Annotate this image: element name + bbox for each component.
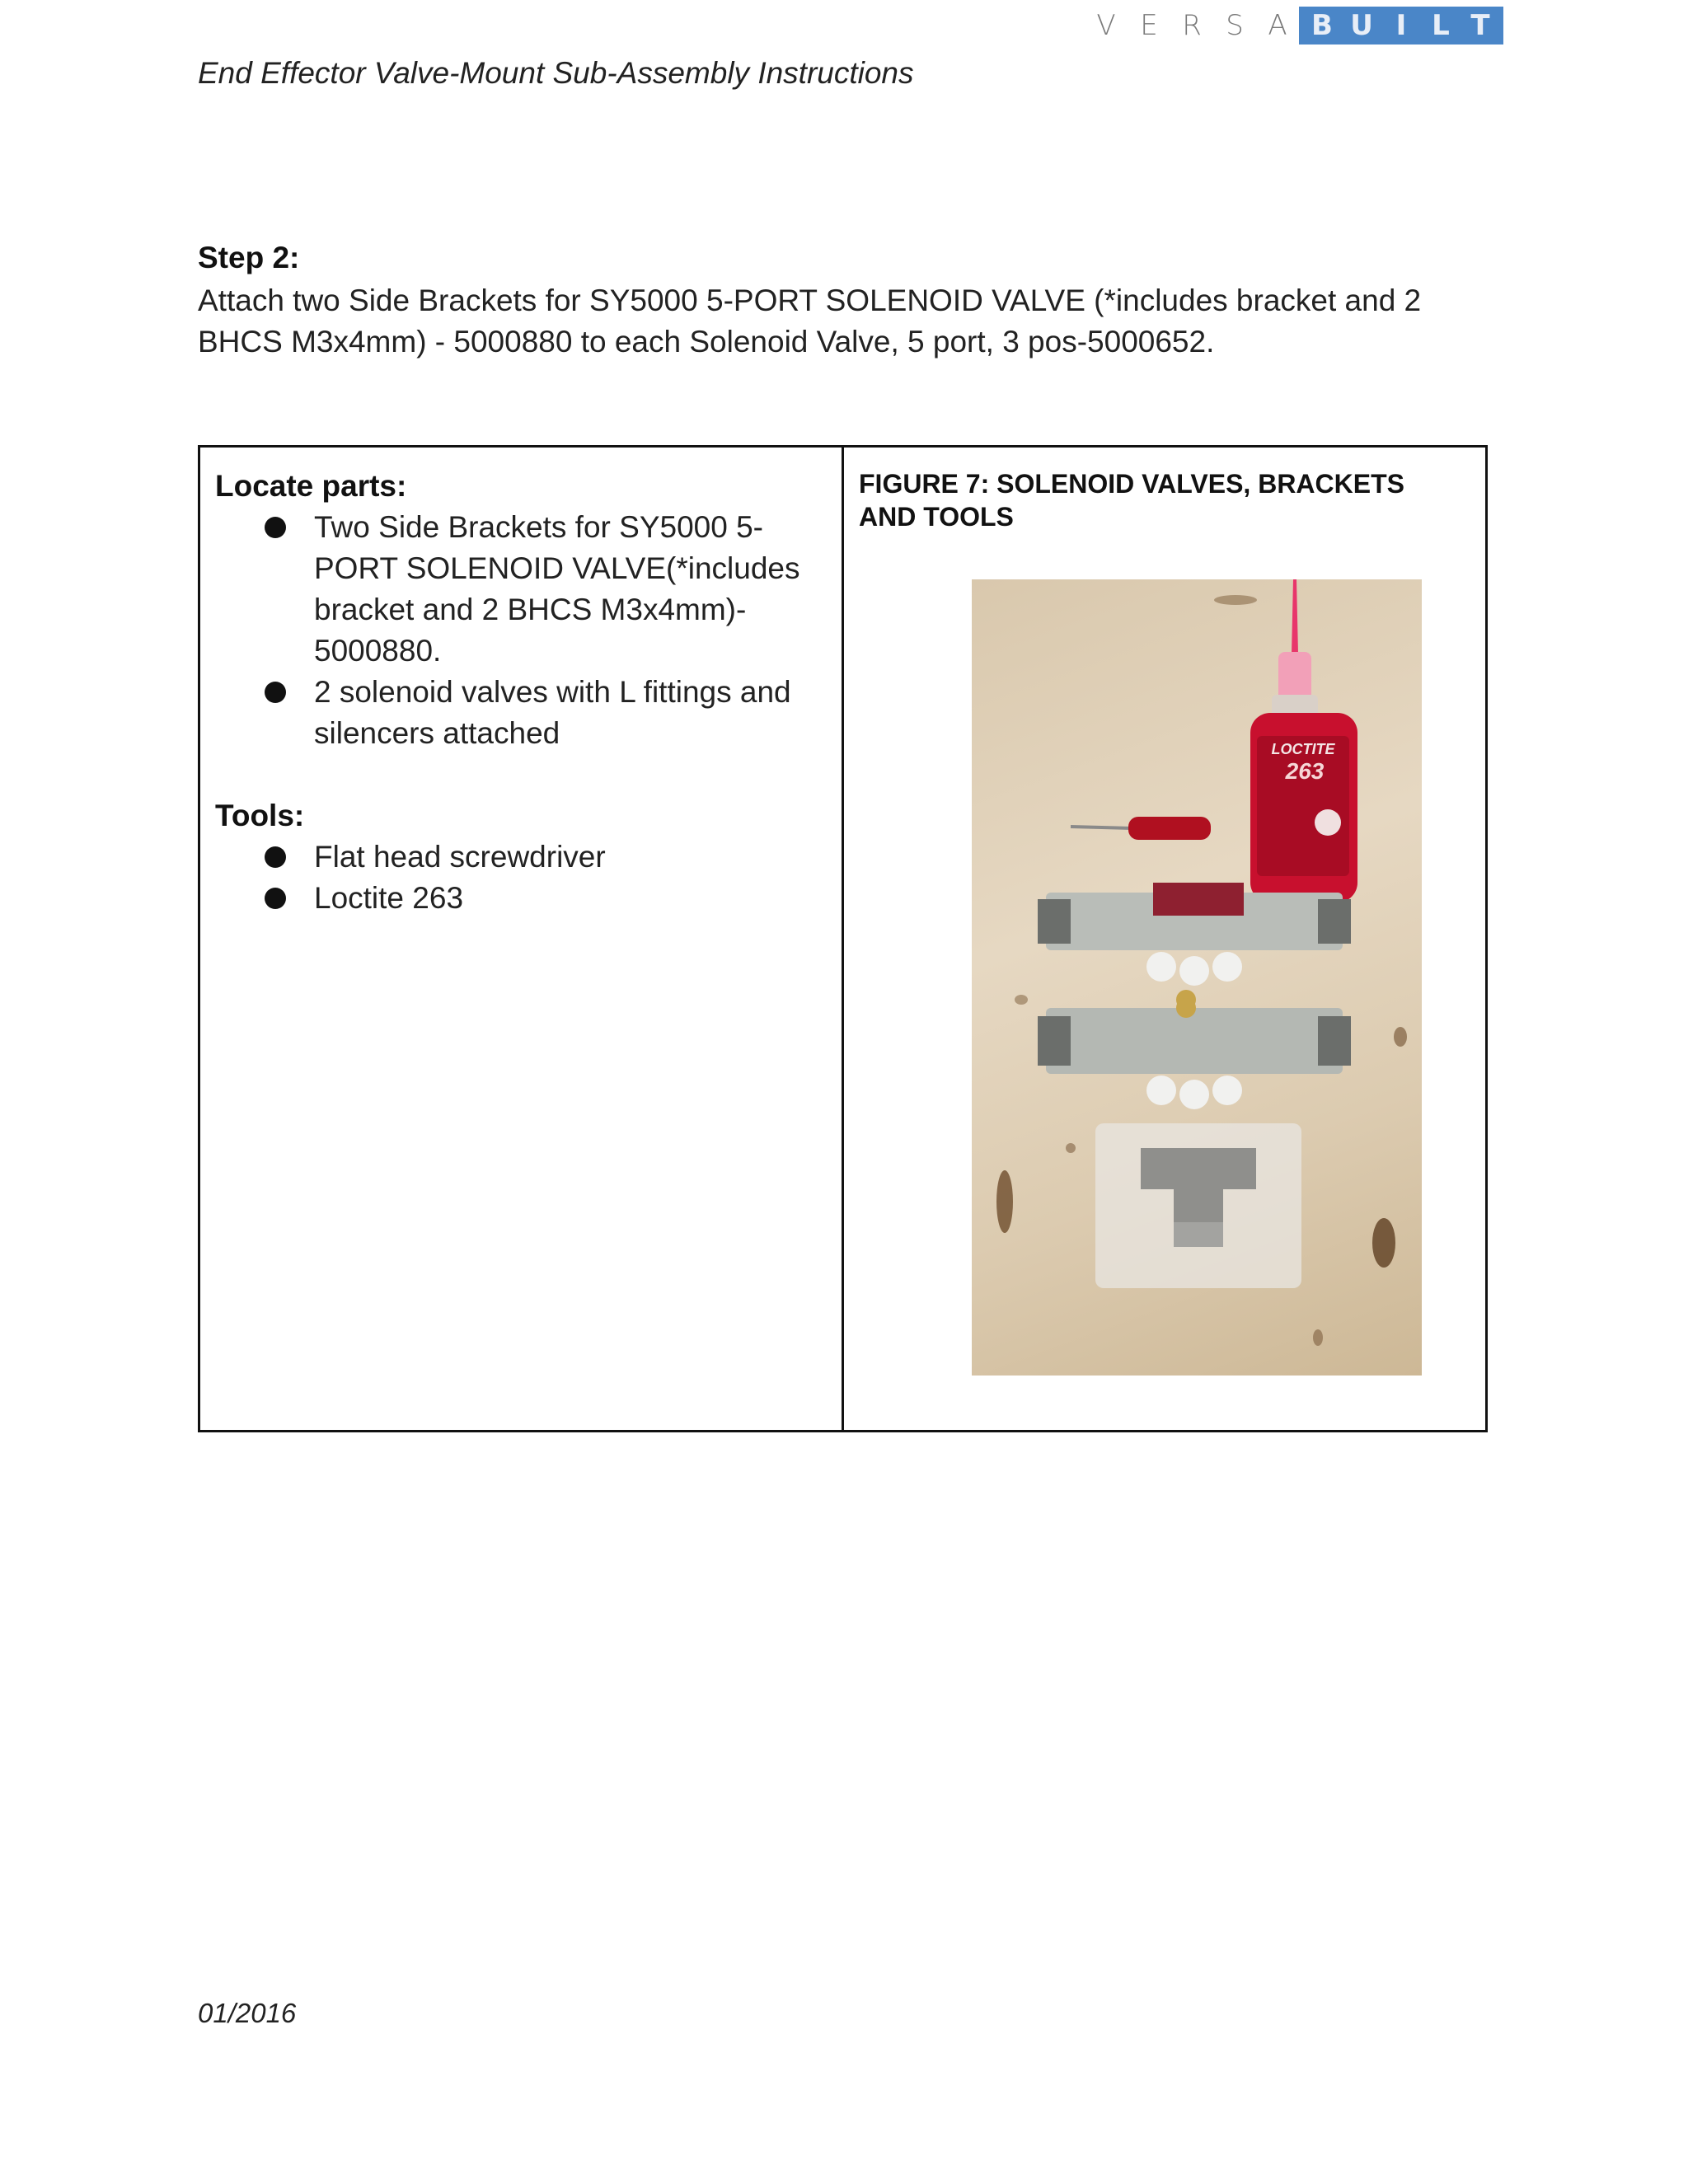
bullet-icon bbox=[265, 682, 286, 703]
parts-table bbox=[198, 445, 1488, 1432]
logo-letter: R bbox=[1182, 9, 1202, 42]
solenoid-valve-icon bbox=[1038, 883, 1351, 1010]
screwdriver-icon bbox=[1071, 817, 1211, 840]
list-item-text: Two Side Brackets for SY5000 5-PORT SOLENOID VALVE(*includes bracket and 2 BHCS M3x4mm)- 5000880. bbox=[314, 510, 800, 668]
step-label: Step 2: bbox=[198, 241, 300, 274]
logo-letter: A bbox=[1268, 9, 1287, 42]
tools-heading: Tools: bbox=[215, 799, 305, 832]
bullet-icon bbox=[265, 846, 286, 868]
step-instructions: Attach two Side Brackets for SY5000 5-PORT SOLENOID VALVE (*includes bracket and 2 BHCS M3x4mm) - 5000880 to each Solenoid Valve, 5 port, 3 pos-5000652. bbox=[198, 284, 1422, 359]
logo-letter: L bbox=[1432, 9, 1450, 42]
photo-illustration bbox=[972, 579, 1422, 1376]
logo-letter: I bbox=[1395, 9, 1407, 42]
bottle-brand-text: LOCTITE bbox=[1271, 741, 1335, 757]
list-item bbox=[265, 672, 827, 754]
logo-built bbox=[1299, 7, 1503, 45]
bracket-bag-icon bbox=[1095, 1123, 1301, 1288]
logo-letter: E bbox=[1140, 9, 1158, 42]
document-title: End Effector Valve-Mount Sub-Assembly Instructions bbox=[198, 56, 914, 90]
solenoid-valve-icon bbox=[1038, 998, 1351, 1109]
bottle-number-text: 263 bbox=[1285, 758, 1325, 784]
parts-cell bbox=[200, 448, 844, 1430]
list-item-text: Flat head screwdriver bbox=[314, 840, 606, 874]
logo-letter: B bbox=[1311, 9, 1333, 42]
logo-letter: U bbox=[1350, 9, 1373, 42]
list-item bbox=[265, 837, 827, 878]
tools-list bbox=[215, 837, 827, 919]
list-item bbox=[265, 878, 827, 919]
logo-letter: V bbox=[1096, 9, 1116, 42]
locate-parts-list bbox=[215, 507, 827, 754]
footer-date: 01/2016 bbox=[198, 1998, 297, 2028]
list-item-text: Loctite 263 bbox=[314, 881, 464, 915]
bullet-icon bbox=[265, 888, 286, 909]
logo-versa bbox=[1085, 7, 1299, 45]
figure-photo bbox=[972, 579, 1422, 1376]
logo-letter: S bbox=[1226, 9, 1244, 42]
list-item-text: 2 solenoid valves with L fittings and silencers attached bbox=[314, 675, 791, 750]
loctite-bottle bbox=[1250, 579, 1357, 902]
logo-letter: T bbox=[1470, 9, 1490, 42]
list-item bbox=[265, 507, 827, 672]
locate-parts-heading: Locate parts: bbox=[215, 469, 407, 503]
figure-caption: FIGURE 7: SOLENOID VALVES, BRACKETS AND TOOLS bbox=[859, 469, 1404, 532]
bullet-icon bbox=[265, 517, 286, 538]
versabuilt-logo bbox=[1085, 7, 1503, 45]
figure-cell bbox=[844, 448, 1485, 1430]
